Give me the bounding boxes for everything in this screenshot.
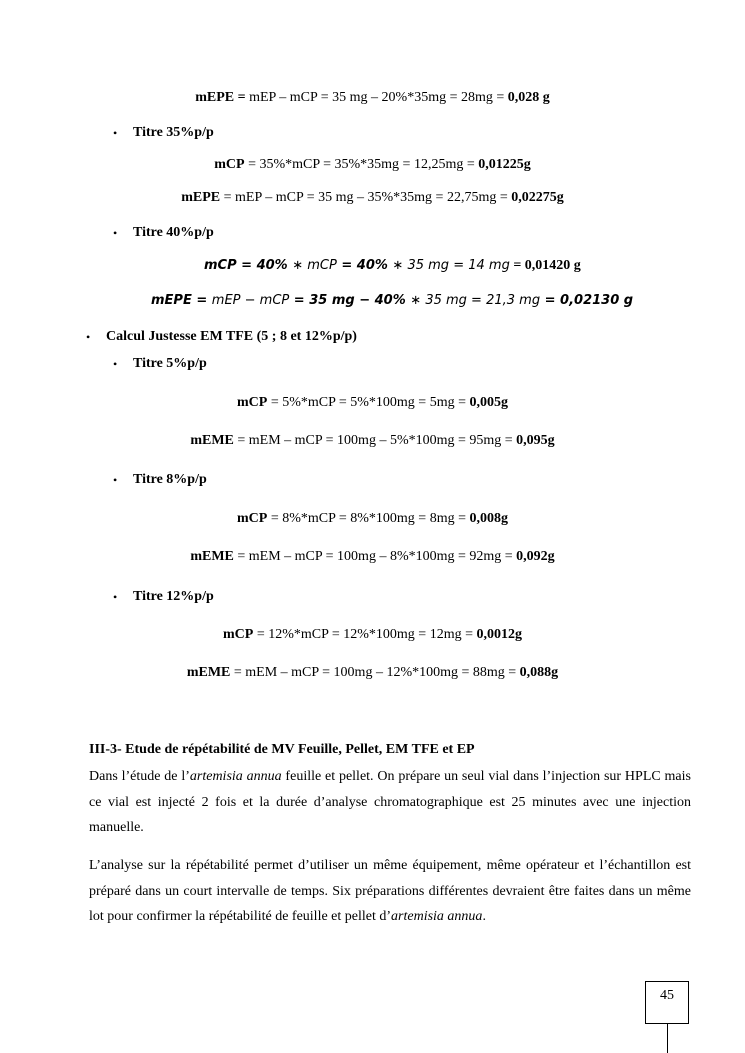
equation-mcp-12 [0, 627, 745, 643]
paragraph-text: . [482, 909, 486, 924]
math-text: 35 [403, 258, 429, 273]
eq-label: mCP [214, 157, 245, 172]
math-text: = 35 [289, 293, 332, 308]
species-name: artemisia annua [391, 909, 483, 924]
eq-result: = 0,02130 g [540, 293, 634, 308]
bullet-icon: • [113, 590, 118, 604]
equation-mepe-35 [0, 190, 745, 206]
eq-result: 0,008g [469, 511, 508, 526]
eq-expr: = 8%*mCP = 8%*100mg = 8mg = [267, 511, 470, 526]
bullet-icon: • [86, 330, 91, 344]
titre-12-heading: Titre 12%p/p [133, 589, 214, 604]
eq-result: 0,028 g [507, 90, 550, 105]
species-name: artemisia annua [189, 769, 282, 784]
eq-expr: = 35%*mCP = 35%*35mg = 12,25mg = [244, 157, 479, 172]
paragraph-2 [89, 853, 691, 930]
eq-result: 0,0012g [476, 627, 522, 642]
eq-label: mCP [222, 627, 254, 642]
titre-5-heading: Titre 5%p/p [133, 356, 207, 371]
bullet-icon: • [113, 473, 118, 487]
equation-meme-8 [0, 549, 745, 565]
eq-label: mEME [190, 433, 234, 448]
equation-mcp-40 [204, 258, 581, 274]
eq-label: mCP [236, 395, 268, 410]
math-text: = 40% [236, 258, 293, 273]
math-var: mEP − mCP [211, 293, 290, 308]
eq-expr: = 12%*mCP = 12%*100mg = 12mg = [253, 627, 477, 642]
math-text: = [191, 293, 212, 308]
calcul-justesse-heading: Calcul Justesse EM TFE (5 ; 8 et 12%p/p) [106, 329, 357, 344]
eq-result: = 0,01420 g [509, 258, 581, 273]
math-unit: mg [428, 258, 450, 273]
paragraph-1 [89, 764, 691, 841]
equation-mcp-5 [0, 395, 745, 411]
math-text: = 14 [449, 258, 489, 273]
eq-result: 0,01225g [478, 157, 531, 172]
math-op: ∗ [410, 293, 422, 308]
math-unit: mg [519, 293, 541, 308]
page-number: 45 [660, 988, 674, 1003]
math-unit: mg [331, 293, 355, 308]
paragraph-text: Dans l’étude de l’ [89, 769, 190, 784]
equation-mepe-40 [151, 293, 633, 309]
eq-label: mEPE = [195, 90, 246, 105]
titre-40-heading: Titre 40%p/p [133, 225, 214, 240]
math-unit: mg [488, 258, 510, 273]
eq-result: 0,092g [516, 549, 555, 564]
math-text: = 40% [336, 258, 393, 273]
titre-35-heading: Titre 35%p/p [133, 125, 214, 140]
equation-meme-12 [0, 665, 745, 681]
math-var: mEPE [151, 293, 192, 308]
math-text: = 21,3 [466, 293, 520, 308]
math-op: ∗ [392, 258, 404, 273]
paragraph-text: L’analyse sur la répétabilité permet d’utiliser un même équipement, même opérateur et l’échantillon est préparé dans un court intervalle de temps. Six préparations différentes devraient être faites dans un même lot pour confirmer la répétabilité de feuille et pellet d’ [89, 858, 691, 924]
page-number-box [645, 981, 689, 1024]
equation-meme-5 [0, 433, 745, 449]
eq-label: mEPE [181, 190, 221, 205]
eq-result: 0,02275g [511, 190, 564, 205]
math-text: − 40% [354, 293, 411, 308]
eq-expr: mEP – mCP = 35 mg – 20%*35mg = 28mg = [245, 90, 508, 105]
titre-8-heading: Titre 8%p/p [133, 472, 207, 487]
eq-result: 0,088g [519, 665, 559, 680]
eq-result: 0,005g [469, 395, 508, 410]
eq-expr: = 5%*mCP = 5%*100mg = 5mg = [267, 395, 470, 410]
page-number-line [667, 1024, 668, 1053]
equation-mepe-20 [0, 90, 745, 106]
math-unit: mg [446, 293, 467, 308]
bullet-icon: • [113, 126, 118, 140]
paragraph-text: feuille et pellet. On prépare un seul vial dans l’injection sur HPLC mais ce vial est injecté 2 fois et la durée d’analyse chromatographique est 25 minutes avec une injection manuelle. [89, 769, 691, 835]
equation-mcp-35 [0, 157, 745, 173]
eq-label: mEME [190, 549, 234, 564]
eq-result: 0,095g [516, 433, 555, 448]
eq-expr: = mEM – mCP = 100mg – 12%*100mg = 88mg = [230, 665, 520, 680]
equation-mcp-8 [0, 511, 745, 527]
math-var: mCP [204, 258, 237, 273]
eq-label: mEME [186, 665, 231, 680]
eq-expr: = mEM – mCP = 100mg – 5%*100mg = 95mg = [233, 433, 517, 448]
math-text: 35 [421, 293, 446, 308]
eq-expr: = mEP – mCP = 35 mg – 35%*35mg = 22,75mg = [220, 190, 512, 205]
math-var: ∗ mCP [292, 258, 337, 273]
bullet-icon: • [113, 357, 118, 371]
eq-label: mCP [236, 511, 268, 526]
bullet-icon: • [113, 226, 118, 240]
eq-expr: = mEM – mCP = 100mg – 8%*100mg = 92mg = [233, 549, 517, 564]
section-heading: III-3- Etude de répétabilité de MV Feuille, Pellet, EM TFE et EP [89, 742, 475, 757]
